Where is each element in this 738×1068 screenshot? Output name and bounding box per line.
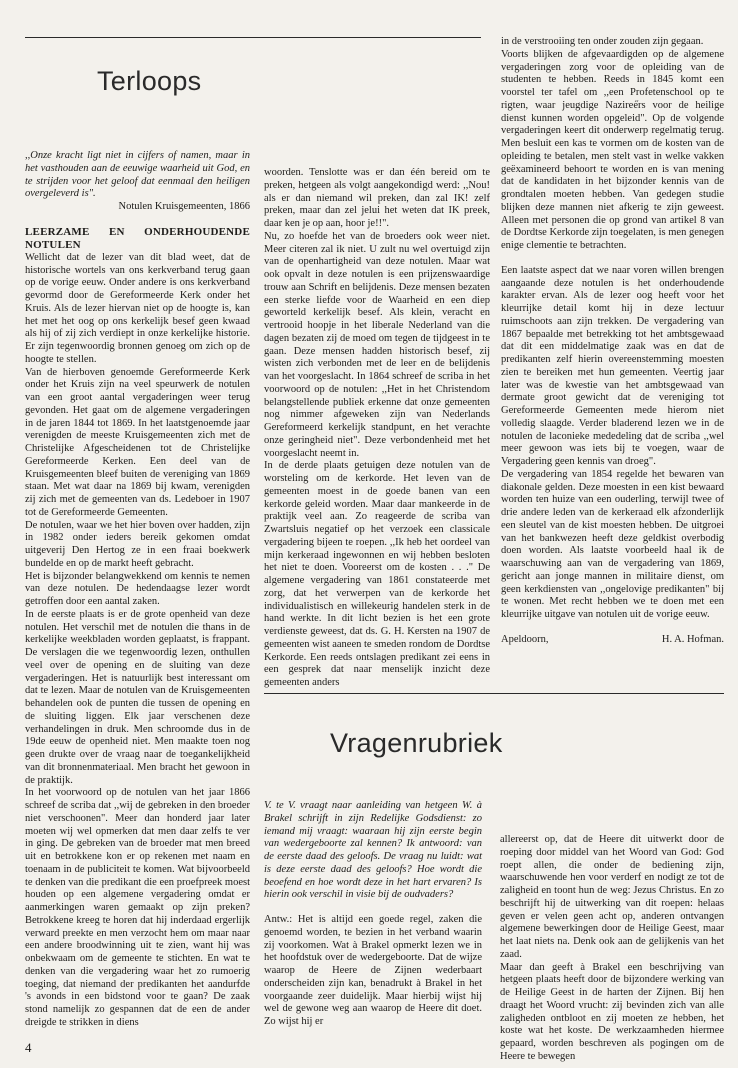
paragraph: De vergadering van 1854 regelde het bewaren van diakonale gelden. Deze moesten in een kist bewaard worden ten huize van een ouderling, terwijl twee of drie andere leden van de kerkeraad elk afzonderlijk een sleutel van de kist moesten hebben. De uitgroei van het bankwezen heeft deze geldkist overbodig doen worden. Als laatste voorbeeld haal ik de waarschuwing aan van de vergadering van 1869, gericht aan jonge mannen in militaire dienst, om geen kerkdiensten van ,,ongelovige predikanten" bij te wonen. Met recht hebben we te doen met een kleurrijke uitgave van notulen uit de vorige eeuw.	[501, 468, 724, 620]
question: V. te V. vraagt naar aanleiding van hetgeen W. à Brakel schrijft in zijn Redelijke Godsdienst: zo iemand mij vraagt: waaraan hij zijn eerste begin van wedergeboorte zal kennen? Ik antwoord: van de eerste daad des geloofs. De vraag nu luidt: wat is deze eerste daad des geloofs? Hoe wordt die beoefend en hoe wordt deze in het hart ervaren? Is hierin ook verschil in visie bij de oudvaders?	[264, 800, 482, 901]
section-title: LEERZAME EN ONDERHOUDENDE NOTULEN	[25, 225, 250, 251]
vragenrubriek-headline: Vragenrubriek	[330, 728, 503, 758]
terloops-column-1	[25, 150, 250, 1030]
paragraph: Wellicht dat de lezer van dit blad weet, dat de historische wortels van ons kerkverband terug gaan op de vorige eeuw. Onder andere is ons kerkverband gevormd door de Gereformeerde Kerk onder het Kruis. Als de lezer hiervan niet op de hoogte is, kan het met het oog op ons kerkelijk besef geen kwaad als hij of zij zich verdiept in onze kerkelijke historie. Er zijn tegenwoordig bronnen genoeg om zich op de hoogte te stellen.	[25, 251, 250, 365]
paragraph: allereerst op, dat de Heere dit uitwerkt door de roeping door middel van het Woord van God: God roept allen, die onder de bediening zijn, waarschuwende hen voor verderf en nodigt ze tot de zaligheid en toont hun de weg: Jezus Christus. En zo beschrijft hij de uitwerking van dit roepen: helaas geven er velen geen acht op, anderen ontvangen algemene bewerkingen door de Heilige Geest, maar het laat niets na. Denk ook aan de gelijkenis van het zaad.	[500, 834, 724, 960]
terloops-headline: Terloops	[97, 66, 202, 96]
paragraph: In de eerste plaats is er de grote openheid van deze notulen. Het verschil met de notulen die thans in de kerkelijke weekbladen worden geplaatst, is frappant. De verslagen die we tegenwoordig lezen, onthullen veel over de opening en de sluiting van deze vergaderingen. Het is natuurlijk best interessant om dat te lezen. Maar de notulen van de Kruisgemeenten behandelen ook de punten die tussen de opening en de sluiting liggen. Elk jaar verschenen deze verhandelingen in druk. Men schroomde dus in de 19de eeuw de openheid niet. Men maakte toen nog geen drukte over de vraag naar de toegankelijkheid van dit bronnenmateriaal. Men bracht het gewoon in de praktijk.	[25, 608, 250, 786]
paragraph: woorden. Tenslotte was er dan één bereid om te preken, hetgeen als volgt aangekondigd werd: ,,Nou! als er dan niemand wil preken, dan zal IK! zelf preken, maar dan zel jelui het weten dat IK preek, daar ken je op aan, hoor je!!".	[264, 167, 490, 229]
paragraph: Het is bijzonder belangwekkend om kennis te nemen van deze notulen. De hedendaagse lezer wordt getroffen door een aantal zaken.	[25, 570, 250, 607]
paragraph: in de verstrooiing ten onder zouden zijn gegaan.	[501, 36, 704, 47]
vragenrubriek-rule	[264, 693, 724, 694]
paragraph: Maar dan geeft à Brakel een beschrijving van hetgeen plaats heeft door de bijzondere werking van de Heilige Geest in de harten der Zijnen. Bij hen draagt het Woord vrucht: zij bevinden zich van alle zaligheden ontbloot en zij moeten ze hebben, het koste wat het koste. De werkzaamheden hiermee gepaard, worden beschreven als pogingen om de Heere te bewegen	[500, 961, 724, 1062]
answer: Antw.: Het is altijd een goede regel, zaken die genoemd worden, te bezien in het verband waarin zij voorkomen. Wat à Brakel opmerkt lezen we in het hoofdstuk over de wedergeboorte. Dat de wijze waarop de Heere de Zijnen wederbaart onderscheiden zijn kan, benadrukt à Brakel in het voorgaande zeer duidelijk. Maar hierbij wijst hij wel de gewone weg aan waarop de Heere dit doet. Zo wijst hij er	[264, 914, 482, 1027]
paragraph: Van de hierboven genoemde Gereformeerde Kerk onder het Kruis zijn na veel speurwerk de notulen van een groot aantal vergaderingen weer terug gevonden. Het gaat om de algemene vergaderingen in de jaren 1844 tot 1869. In het laatstgenoemde jaar verenigden de meeste Kruisgemeenten zich met de Christelijke Afgescheidenen tot de Christelijke Gereformeerde Kerken. Een deel van de Kruisgemeenten bleef buiten de vereniging van 1869 staan. Met wat daar na 1869 bij kwam, verenigden zij zich met de gemeenten van ds. Ledeboer in 1907 tot de Gereformeerde Gemeenten.	[25, 366, 250, 518]
paragraph: Een laatste aspect dat we naar voren willen brengen aangaande deze notulen is het onderhoudende karakter ervan. Als de lezer oog heeft voor het kleurrijke detail komt hij in deze lectuur ruimschoots aan zijn trekken. De vergadering van 1867 bepaalde met betrekking tot het ambtsgewaad dat dit een middelmatige zaak was en dat de predikanten zelf hierin overeenstemming moesten zien te bereiken met hun gemeenten. Veertig jaar later was de kwestie van het ambtsgewaad van dermate groot gewicht dat de vereniging tot Gereformeerde Gemeenten mede hierom niet volledig slaagde. Verder bladerend lezen we in de notulen de laconieke mededeling dat de scriba ,,wel meer gewoon was iets bij te voegen, waar de Vergadering geen kennis van droeg".	[501, 264, 724, 467]
epigraph-source: Notulen Kruisgemeenten, 1866	[118, 201, 250, 212]
paragraph: De notulen, waar we het hier boven over hadden, zijn in 1982 onder ieders bereik gekomen omdat uitgeverij Den Hertog ze in een fraai boekwerk bundelde en op de markt heeft gebracht.	[25, 519, 250, 569]
signature-line	[501, 634, 724, 647]
sign-place: Apeldoorn,	[501, 633, 549, 645]
paragraph: In het voorwoord op de notulen van het jaar 1866 schreef de scriba dat ,,wij de gebreken in den broeder niet verschoonen". Meer dan honderd jaar later moeten wij wel opmerken dat men daar zelfs te ver in ging. De gebreken van de broeder mat men breed uit en betrokkene kon er op rekenen met naam en toenaam in de publiciteit te komen. Wat bijvoorbeeld te denken van die predikant die een proefpreek moest houden op een algemene vergadering omdat er aanmerkingen waren gemaakt op zijn preken? Betrokkene kreeg te horen dat hij inderdaad ergerlijk verward preekte en men verzocht hem om maar naar een andere broodwinning uit te zien, want hij was onbekwaam om de gemeente te stichten. En wat te denken van die vergadering waar het zo rumoerig toeging, dat niemand der predikanten het aandurfde 's avonds in een bidstond voor te gaan? De zaak stond namelijk zo gespannen dat de een de ander dreigde te strikken in diens	[25, 787, 250, 1028]
vragenrubriek-column-2	[500, 834, 724, 1064]
page-number: 4	[25, 1040, 32, 1055]
paragraph: In de derde plaats getuigen deze notulen van de worsteling om de kerkorde. Het leven van de gemeenten moest in de goede banen van een kerkorde geleid worden. Maar daar mankeerde in de praktijk veel aan. Zo reageerde de scriba van Zwartsluis negatief op het verzoek een classicale vergadering bijeen te roepen. ,,Ik heb het oordeel van mijn kerkeraad ingewonnen en wij hebben besloten het niet te doen. Vooreerst om de kosten . . ." De algemene vergadering van 1861 constateerde met zorg, dat het verwerpen van de kerkorde het individualistisch en willekeurig handelen sterk in de hand werkte. In dit licht bezien is het een grote verdienste geweest, dat ds. G. H. Kersten na 1907 de gemeenten wist aaneen te smeden rondom de Dordtse Kerkorde. Een reeds ontslagen predikant zei eens in een gesprek dat naar menselijk inzicht deze gemeenten anders	[264, 460, 490, 688]
terloops-column-2	[264, 167, 490, 690]
paragraph: Nu, zo hoefde het van de broeders ook weer niet. Meer citeren zal ik niet. U zult nu wel overtuigd zijn van de openhartigheid van deze notulen. Maar wat ook opvalt in deze notulen is een prijzenswaardige trouw aan Schrift en belijdenis. Deze mensen bezaten een sterke liefde voor de Waarheid en een diep geworteld kerkelijk besef. Als klein, veracht en vertrooid hoopje in het liberale Nederland van die dagen bezaten zij de moed om tegen de tijdgeest in te gaan. Deze mensen hadden historisch besef, zij wisten zich verbonden met de leer en de belijdenis van het voorgeslacht. In 1864 schreef de scriba in het voorwoord op de notulen: ,,Het in het Christendom belangstellende publiek erkenne dat onze gemeenten nog nimmer afgeweken zijn van Nederlands Gereformeerd kerkelijk standpunt, en het verachte onze geringheid niet". Deze verbondenheid met het voorgeslacht neemt in.	[264, 230, 490, 459]
sign-author: H. A. Hofman.	[661, 633, 724, 645]
epigraph: ,,Onze kracht ligt niet in cijfers of namen, maar in het vasthouden aan de eeuwige waarheid uit God, en te strijden voor het geloof dat eenmaal den heiligen overgeleverd is".	[25, 150, 250, 200]
top-rule-left	[25, 37, 481, 38]
vragenrubriek-column-1	[264, 800, 482, 1029]
paragraph: Voorts blijken de afgevaardigden op de algemene vergaderingen zorg voor de opleiding van de studenten te hebben. Reeds in 1845 komt een voorstel ter tafel om ,,een Profetenschool op te rigten, waar jeugdige Naziree̋rs voor de heilige dienst kunnen worden opgeleid". Op de volgende vergaderingen keert dit onderwerp regelmatig terug. Men besluit een kas te vormen om de kosten van de opleiding te betalen, men stelt vast in welke vakken geëxamineerd behoort te worden en is van mening dat de kandidaten in het bijzonder kennis van de grondtalen moeten hebben. Van gedegen studie blijken deze mannen niet afkerig te zijn geweest. Alleen met personen die op grond van artikel 8 van de Dordtse Kerkorde zijn toegelaten, is men genegen enige clementie te betrachten.	[501, 48, 724, 251]
terloops-column-3	[501, 36, 724, 647]
